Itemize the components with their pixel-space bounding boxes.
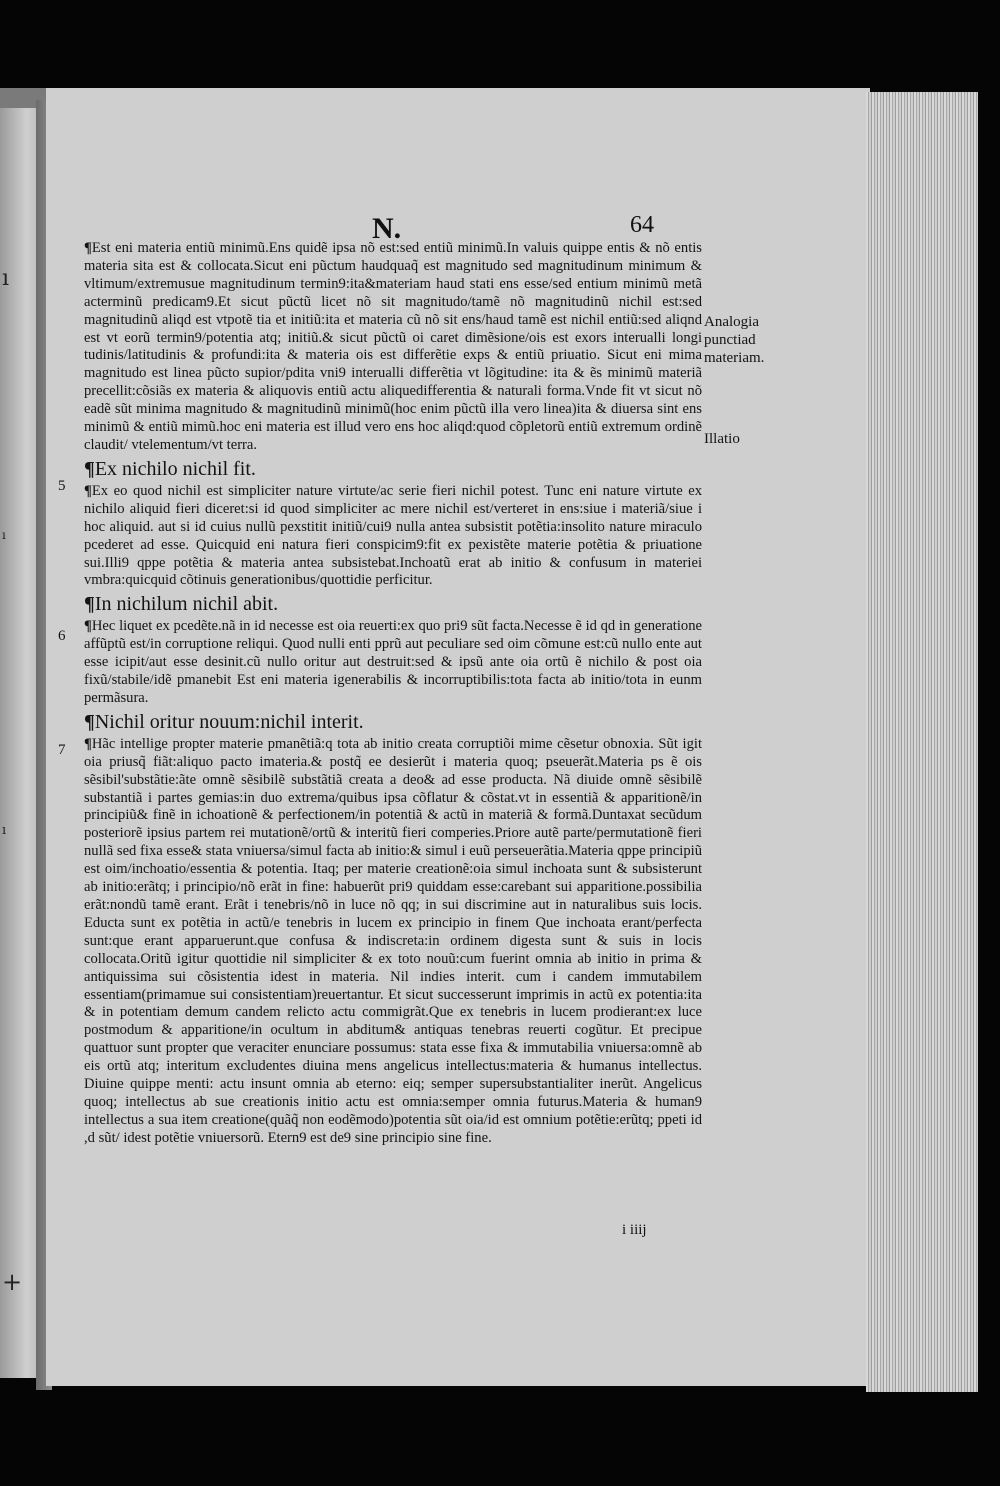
section-number-6: 6 <box>58 628 66 644</box>
running-header-letter: N. <box>372 212 402 245</box>
heading-text: In nichilum nichil abit. <box>94 593 279 616</box>
margin-note-analogia: Analogia <box>704 314 759 330</box>
main-text-block <box>84 240 702 1148</box>
paragraph-1 <box>84 240 702 455</box>
paragraph-text: Ex eo quod nichil est simpliciter nature virtute/ac serie fieri nichil potest. Tunc eni nature virtute ex nichilo aliquid fieri diceret:si id quod simpliciter ac mere nichil est/verteret in ens:siue i materiã/siue i hoc aliquid. aut si id cuius nullũ pexstitit initiũ/cui9 nulla antea subsistit potẽtia:insolito nature miraculo pcederet ad esse. Quicquid eni natura fieri conspicim9:fit ex pexistẽte materie potẽtia & priuatione sui.Illi9 qppe potẽtia & materia antea subsistebat.Inchoatũ erat ab initio & confusum in materiei vmbra:quicquid cõtinuis generationibus/quottidie perficitur. <box>84 482 702 589</box>
margin-note-analogia-3: materiam. <box>704 350 765 366</box>
paragraph-text: Hec liquet ex pcedẽte.nã in id necesse est oia reuerti:ex quo pri9 sũt facta.Necesse ẽ id qd in generatione affũptũ est/in corruptione reliqui. Quod nulli enti pprũ aut peculiare sed oim cõmune est:cũ nullo ente aut esse icipit/aut esse desinit.cũ nullo oritur aut destruit:sed & ipsũ ante oia ortũ ẽ nichilo & post oia fixũ/stabile/idẽ pmanebit Est eni materia igenerabilis & incorruptibilis:tota facta ab initio/tota in eunm permãsura. <box>84 618 702 706</box>
section-number-7: 7 <box>58 742 66 758</box>
paragraph-2 <box>84 483 702 590</box>
margin-note-analogia-2: punctiad <box>704 332 756 348</box>
pilcrow: ¶ <box>84 593 95 616</box>
margin-note-illatio: Illatio <box>704 431 740 447</box>
facing-page-mark: ı <box>2 266 10 291</box>
facing-page-mark: + <box>2 1268 23 1296</box>
pilcrow: ¶ <box>84 710 95 733</box>
section-heading-5 <box>84 457 702 481</box>
folio-number: 64 <box>630 212 654 238</box>
heading-text: Ex nichilo nichil fit. <box>94 457 256 480</box>
pilcrow: ¶ <box>84 457 95 480</box>
section-heading-6 <box>84 592 702 616</box>
heading-text: Nichil oritur nouum:nichil interit. <box>94 710 364 733</box>
facing-page-edge <box>0 108 38 1378</box>
paragraph-4 <box>84 736 702 1148</box>
section-heading-7 <box>84 710 702 734</box>
paragraph-3 <box>84 618 702 708</box>
facing-page-mark: ı <box>2 528 6 542</box>
pilcrow: ¶ <box>84 735 92 752</box>
pilcrow: ¶ <box>84 618 92 635</box>
pilcrow: ¶ <box>84 482 92 499</box>
section-number-5: 5 <box>58 478 66 494</box>
page-fore-edge <box>866 92 978 1392</box>
paragraph-text: Hãc intellige propter materie pmanẽtiã:q tota ab initio creata corruptiõi mime cẽsetur obnoxia. Sũt igit oia priusq̃ fiãt:aliquo pacto imateria.& postq̃ ee desierũt i materia quoq; pseuerãt.Materia ps ẽ ois sẽsibil'substãtie:ãte omnẽ sẽsibilẽ substãtiã creata a deo& ad esse producta. Nã diuide omnẽ sẽsibilẽ substantiã i partes gemias:in duo extrema/quibus ipsa cõflatur & cõstat.vt in essentiã & apparitionẽ/in principiũ& finẽ in ichoationẽ & perfectionem/in potentiã & actũ in materiã & formã.Duntaxat secũdum posteriorẽ ipsius partem rei mutationẽ/ortũ & interitũ fieri comperies.Priore autẽ parte/permutationẽ fieri nullã sed fixa esse& stata vniuersa/simul facta ab initio:& simul i euũ perseuerãtia.Materia qppe principiũ est oim/inchoatio/essentia & potentia. Itaq; per materie creationẽ:oia simul inchoata sunt & subsisterunt ab initio:erãtq; i principio/nõ erãt in fine: habuerũt pri9 quiddam esse:carebant sui apparitione.possibilia erãt:nondũ tamẽ erant. Erãt i tenebris/nõ in luce nõ qq; in sui discrimine aut in naturalibus suis locis. Educta sunt ex potẽtia in actũ/e tenebris in lucem ex principio in finem Que inchoata erant/perfecta sunt:que erant apparuerunt.que confusa & indiscreta:in ordinem digesta sunt & suis in locis collocata.Oritũ igitur quottidie nil simpliciter & ex toto nouũ:cum fuerint omnia ab initio in prima & antiquissima sui cõsistentia idest in materia. Nil indies interit. cum i candem immutabilem essentiam(primamue sui consistentiam)reuertantur. Et sicut successerunt imprimis in actũ ex potentia:ita & in potentiam demum candem relicto actu commigrãt.Que ex tenebris in lucem prodierant:ex luce postmodum & apparitione/in ocultum in abditum& antiquas tenebras reuerti cogũtur. Et precipue quattuor sunt propter que veraciter enunciare possumus: stata esse fixa & immutabilia vniuersa:omnẽ ab eis ortũ atq; interitum excludentes diuina mens angelicus intellectus:materia & humanus intellectus. Diuine quippe menti: actu insunt omnia ab eterno: eiq; semper supersubstantialiter inerũt. Angelicus quoq; intellectus ab sue creationis initio actu est omnia:semper omnia futurus.Materia & human9 intellectus a sua item creatione(quãq̃ non eodẽmodo)potentia sũt oia/id est omnium potẽtie:erũtq; ppeti id ,d sũt/ idest potẽtie vniuersorũ. Etern9 est de9 sine principio sine fine. <box>84 735 702 1146</box>
signature-mark: i iiij <box>622 1222 647 1238</box>
facing-page-mark: ı <box>2 823 7 838</box>
paragraph-text: Est eni materia entiũ minimũ.Ens quidẽ ipsa nõ est:sed entiũ minimũ.In valuis quippe entis & nõ entis materia sita est & collocata.Sicut eni pũctum haudquaq̃ est magnitudo sed magnitudinum minimum & vltimum/extremusue magnitudinum termin9:ita&materiam haud stati ens esse/sed entium minimũ metã acterminũ predicam9.Et sicut pũctũ licet nõ sit magnitudo/tamẽ nõ magnitudinũ nichil est:sed magnitudinũ aliqd est vtpotẽ tia et initiũ:ita et materia cũ nõ sit ens/haud tamẽ est nichil entiũ:sed aliqnd est vt eorũ termin9/potentia atq; initiũ.& sicut pũctũ oi caret dimẽsione/ois est exors interualli longi tudinis/latitudinis & profundi:ita & materia ois est differẽtie exps & entiũ priuatio. Sicut eni mima magnitudo est linea pũcto supior/pdita vni9 interualli differẽtia vt lõgitudine: ita & ẽs minimũ materiã precellit:cõsiãs ex materia & aliquovis entiũ actu aliquedifferentia & naturali forma.Vnde fit vt sicut nõ eadẽ sũt minima magnitudo & magnitudinũ minimũ(hoc enim pũctũ illa vero linea)ita & diuersa sint ens minimũ & entiũ mimũ.hoc eni materia est illud vero ens hoc aliqd:quod cõpletorũ entiũ extremum ordinẽ claudit/ vtelementum/vt terra. <box>84 240 702 453</box>
pilcrow: ¶ <box>84 240 92 256</box>
